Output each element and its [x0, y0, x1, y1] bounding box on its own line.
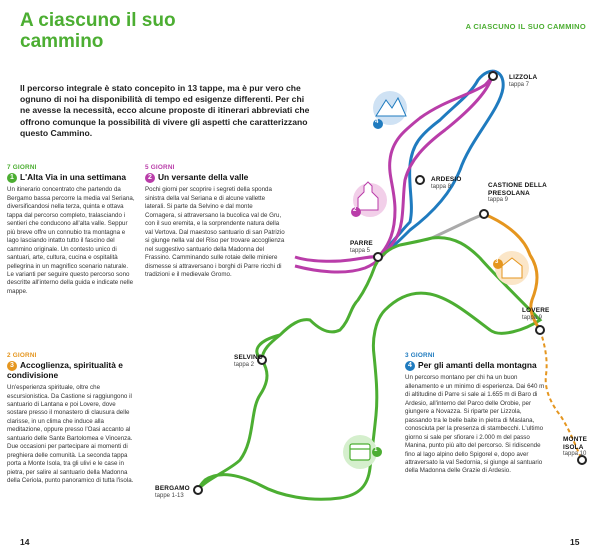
dot-parre: [374, 253, 382, 261]
route-section-2: [145, 164, 285, 279]
route-number-badge: 4: [405, 361, 415, 371]
intro-paragraph: Il percorso integrale è stato concepito in 13 tappe, ma è pur vero che ognuno di noi ha disponibilità di tempo ed esigenze differenti. Per chi ne avesse la necessità, ecco alcune proposte di itinerari abbreviati che offrono comunque la possibilità di vivere gli aspetti che caratterizzano questo Cammino.: [20, 83, 310, 138]
route-title: [7, 173, 135, 183]
running-header: A CIASCUNO IL SUO CAMMINO: [465, 22, 586, 31]
route-description: Un percorso montano per chi ha un buon allenamento e un minimo di esperienza. Dai 640 m di altitudine di Parre si sale ai 1.655 m di Baro di Ardesio, all'interno del Parco delle Orobie, per giungere a Novazza. Si riparte per Lizzola, passando tra le belle baite in pietra di Maslana, conosciuta per la presenza di stambecchi. L'ultimo giorno si sale per sfiorare i 2.000 m del passo Manina, punto più alto del percorso. Si ridiscende fino al lago alpino dello Spigorel e, dopo aver attraversato la val Sedornia, si giunge al santuario della Madonna delle Grazie di Ardesio.: [405, 374, 545, 475]
route-days: 2 GIORNI: [7, 352, 37, 359]
place-castione: CASTIONE DELLA PRESOLANA tappa 9: [488, 182, 547, 204]
route-title: [405, 361, 547, 371]
page-title: A ciascuno il suo cammino: [20, 10, 176, 52]
dot-castione: [480, 210, 488, 218]
place-parre: PARRE tappa 5: [350, 240, 373, 254]
route-section-4: [405, 352, 547, 476]
place-lizzola: LIZZOLA tappa 7: [509, 74, 538, 88]
place-lovere: LOVERE tappa 9: [522, 307, 550, 321]
route-title-text: Accoglienza, spiritualità e condivisione: [7, 360, 123, 381]
route-days: 5 GIORNI: [145, 164, 175, 171]
badge-number-4: 4: [375, 119, 379, 125]
route-title: [7, 361, 135, 381]
place-bergamo: BERGAMO tappe 1-13: [155, 485, 190, 499]
route-number-badge: 3: [7, 361, 17, 371]
route-description: Un itinerario concentrato che partendo da Bergamo bassa percorre la media val Seriana, diversificandosi nella terza, quinta e ottava tappa dal percorso completo, tralasciando i sentieri che conducono all'alta valle. Seppur più breve offre un connubio tra montagna e lago lasciando intatto tutto il fascino del cammino originale. Un contesto unico di santuari, arte, cultura, cucina e ospitalità pellegrina in un magnifico scenario naturale. Le varianti per seguire questo percorso sono descritte all'interno della guida e indicate nelle mappe.: [7, 186, 135, 295]
route-description: Pochi giorni per scoprire i segreti della sponda sinistra della val Seriana e di alcune vallette laterali. Si parte da Selvino e dal monte Cornagera, si attraversano la bucolica val de Gru, con il suo eremita, e la sorprendente natura della val Vertova. Dal maestoso santuario di san Patrizio si giunge nella val del Riso per trovare accoglienza nel suggestivo santuario della Madonna del Frassino. Camminando sulle rotaie delle miniere dismesse si attraversano i borghi di Parre ricchi di tradizioni e il medievale Gromo.: [145, 186, 285, 278]
route-section-1: [7, 164, 135, 296]
route-gray: [432, 214, 484, 238]
place-monte-isola: MONTE ISOLA tappa 10: [563, 436, 588, 458]
route-section-3: [7, 352, 135, 485]
badge-number-1: 1: [374, 447, 378, 453]
dot-ardesio: [416, 176, 424, 184]
route-number-badge: 2: [145, 173, 155, 183]
route-number-badge: 1: [7, 173, 17, 183]
badge-number-3: 3: [495, 259, 499, 265]
place-ardesio: ARDESIO tappa 8: [431, 176, 462, 190]
dot-lizzola: [489, 72, 497, 80]
route-days: 7 GIORNI: [7, 164, 37, 171]
badge-number-2: 2: [353, 207, 357, 213]
route-title-text: Per gli amanti della montagna: [418, 360, 537, 371]
route-title: [145, 173, 285, 183]
route-description: Un'esperienza spirituale, oltre che escursionistica. Da Castione si raggiungono il santuario di Lantana e poi Lovere, dove sostare presso il monastero di clausura delle clarisse, in un clima che induce alla meditazione, oppure presso l'Oasi accanto al santuario delle Sante Bartolomea e Vincenza. Due occasioni per partecipare ai momenti di preghiera delle comunità. La seconda tappa porta a Monte Isola, tra gli ulivi e le case in pietra, per salire al santuario della Madonna della Ceriola, punto panoramico di tutta l'isola.: [7, 384, 134, 485]
route-title-text: L'Alta Via in una settimana: [20, 172, 127, 183]
place-selvino: SELVINO tappa 2: [234, 354, 263, 368]
dot-lovere: [536, 326, 544, 334]
dot-bergamo: [194, 486, 202, 494]
page-number-right: 15: [570, 537, 580, 547]
route-title-text: Un versante della valle: [158, 172, 249, 183]
page-number-left: 14: [20, 537, 30, 547]
route-days: 3 GIORNI: [405, 352, 435, 359]
